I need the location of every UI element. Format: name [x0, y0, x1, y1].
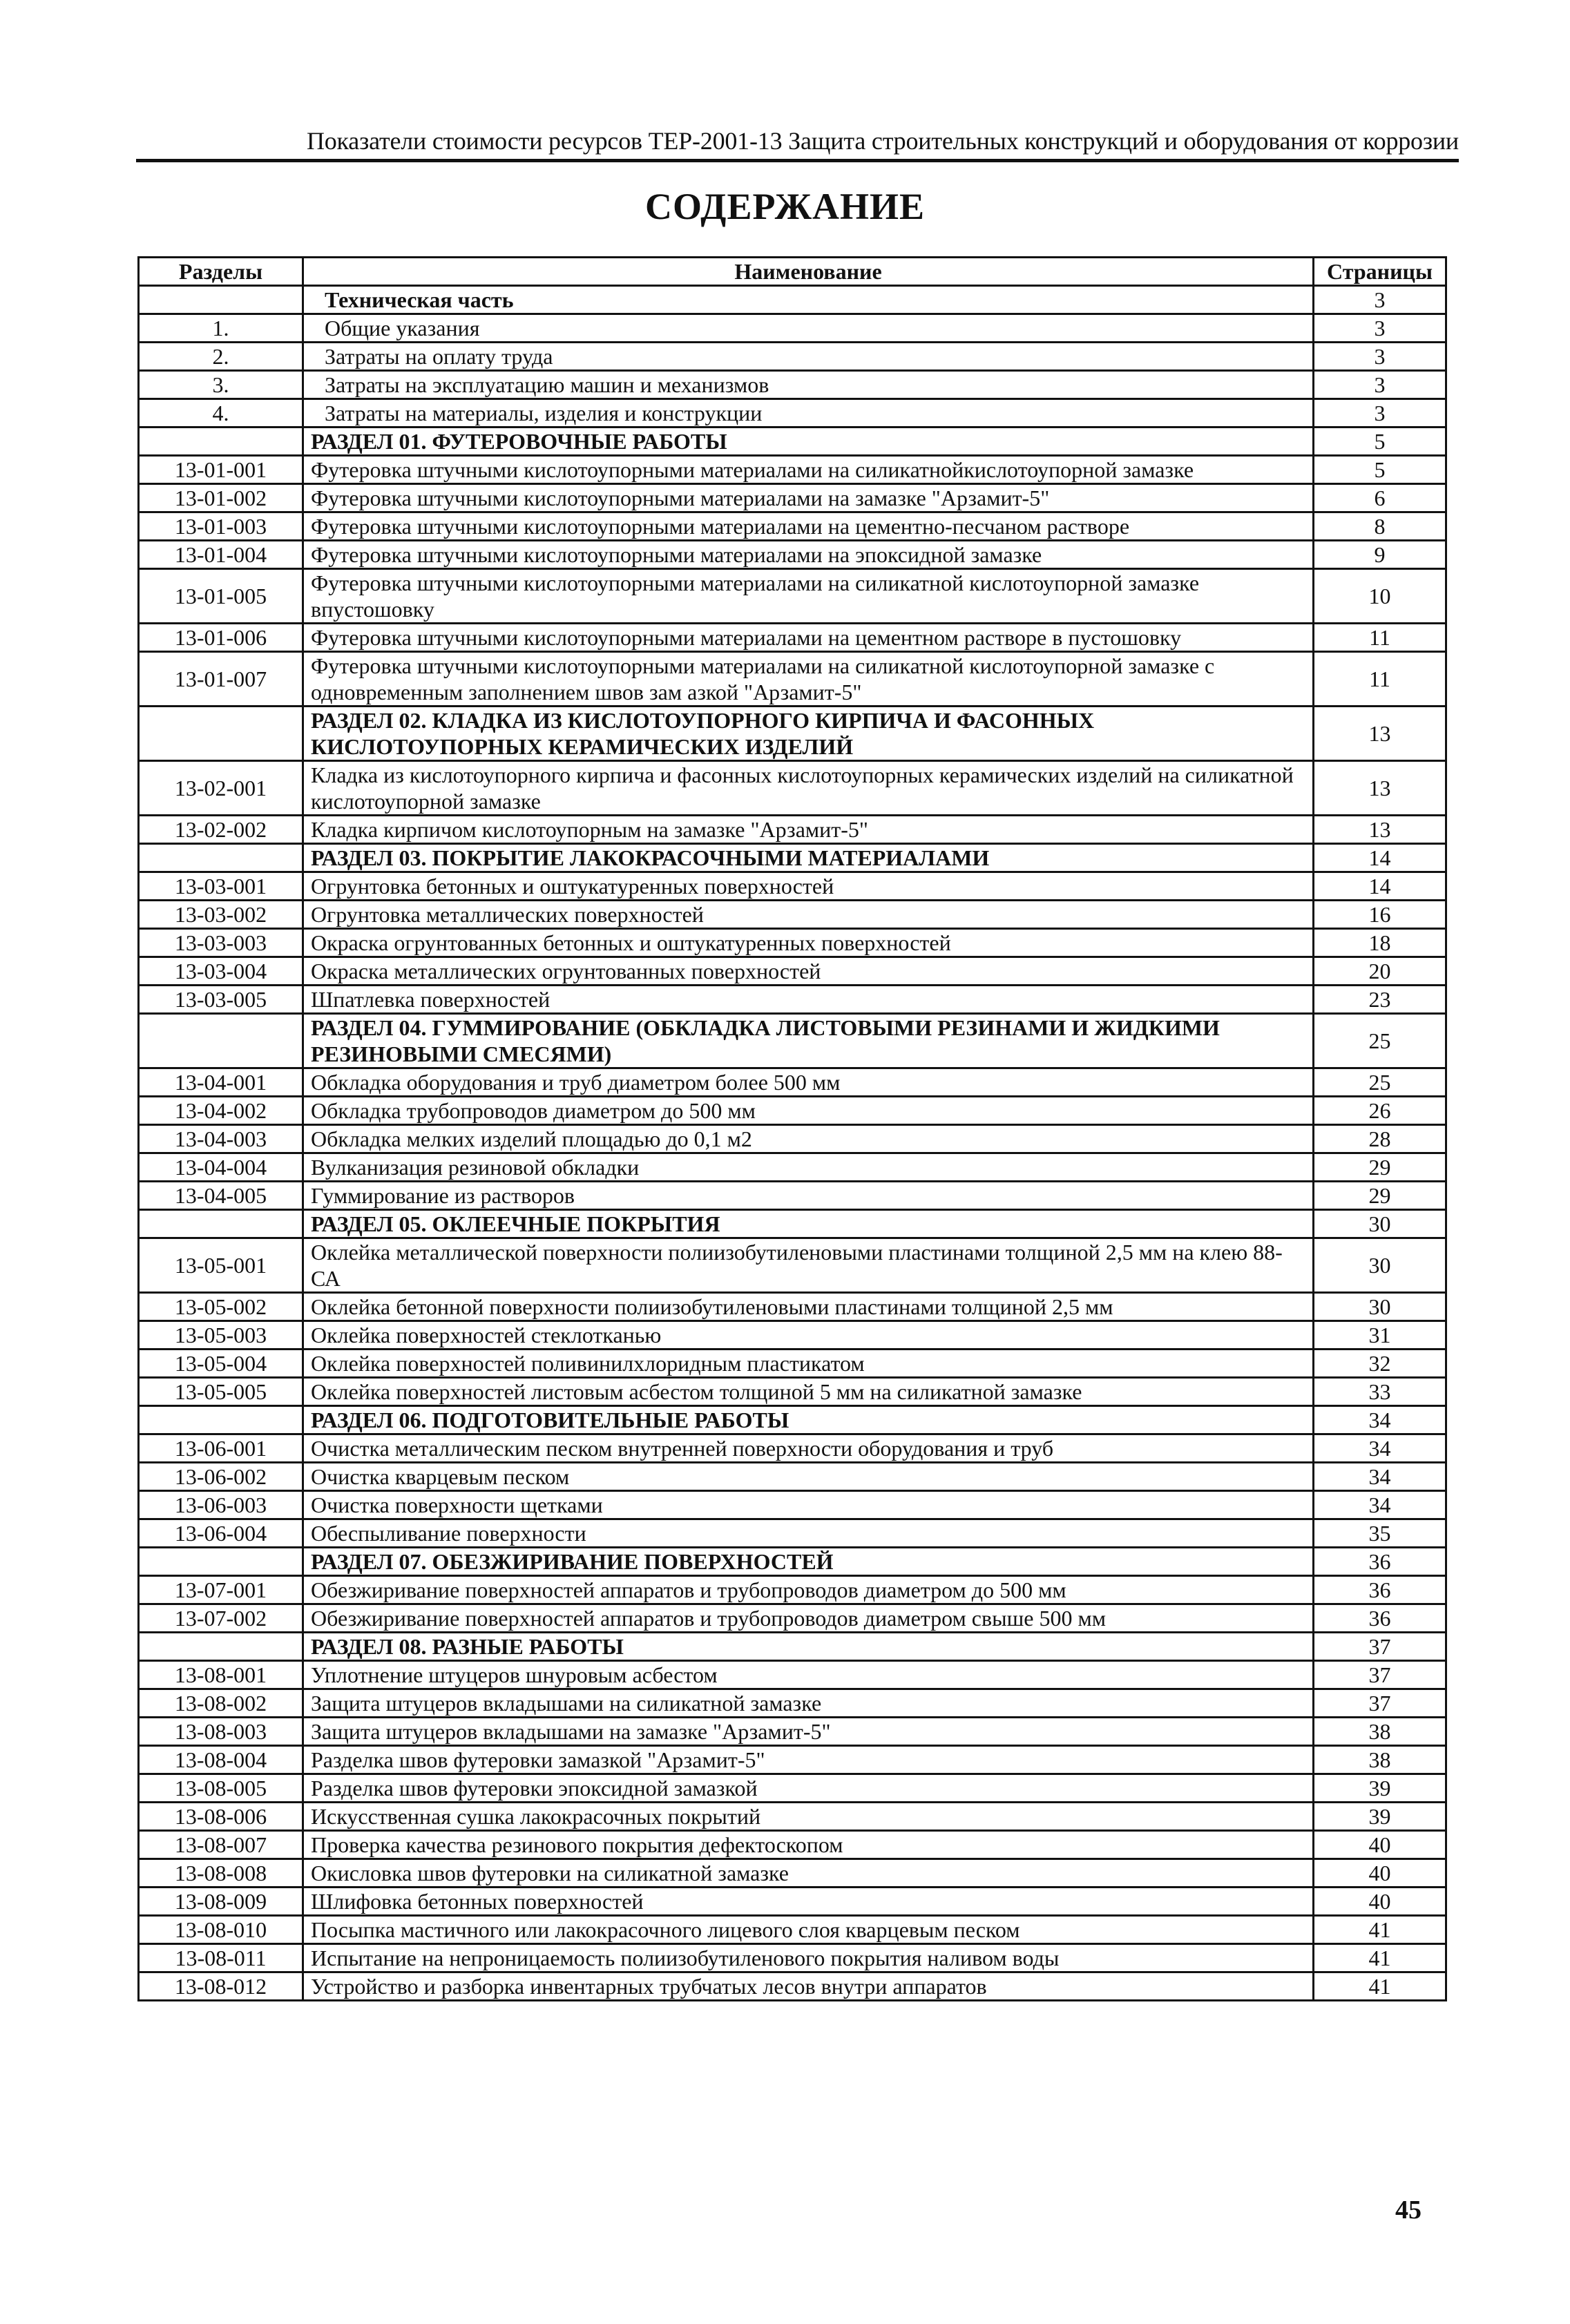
- row-page: 38: [1314, 1718, 1446, 1746]
- row-title: Шпатлевка поверхностей: [303, 986, 1314, 1014]
- row-page: 20: [1314, 957, 1446, 986]
- row-code: 13-08-005: [139, 1774, 303, 1803]
- row-title: Оклейка бетонной поверхности полиизобутиленовыми пластинами толщиной 2,5 мм: [303, 1293, 1314, 1321]
- row-title: Огрунтовка бетонных и оштукатуренных поверхностей: [303, 872, 1314, 901]
- table-row: [139, 901, 1446, 929]
- row-code: 13-07-001: [139, 1576, 303, 1604]
- row-title: Футеровка штучными кислотоупорными материалами на замазке "Арзамит-5": [303, 484, 1314, 512]
- row-title: Обеспыливание поверхности: [303, 1519, 1314, 1548]
- row-title: Шлифовка бетонных поверхностей: [303, 1888, 1314, 1916]
- table-row: [139, 1463, 1446, 1491]
- row-code: 13-04-002: [139, 1097, 303, 1125]
- table-row: [139, 957, 1446, 986]
- row-code: [139, 1406, 303, 1434]
- table-row: [139, 1125, 1446, 1153]
- contents-table-body: [139, 286, 1446, 2001]
- table-row: [139, 1519, 1446, 1548]
- row-page: 34: [1314, 1406, 1446, 1434]
- table-row: [139, 624, 1446, 652]
- row-title: Футеровка штучными кислотоупорными материалами на цементном растворе в пустошовку: [303, 624, 1314, 652]
- row-code: 13-08-008: [139, 1859, 303, 1888]
- row-page: 6: [1314, 484, 1446, 512]
- section-heading-row: [139, 428, 1446, 456]
- table-row: [139, 986, 1446, 1014]
- row-title: Общие указания: [303, 314, 1314, 343]
- row-page: 37: [1314, 1633, 1446, 1661]
- row-code: [139, 428, 303, 456]
- section-heading-row: [139, 1014, 1446, 1068]
- page-number: 45: [1395, 2196, 1421, 2225]
- row-code: 3.: [139, 371, 303, 399]
- section-heading-row: [139, 844, 1446, 872]
- row-page: 16: [1314, 901, 1446, 929]
- row-code: [139, 844, 303, 872]
- table-row: [139, 1604, 1446, 1633]
- row-code: 13-01-005: [139, 569, 303, 624]
- section-title: РАЗДЕЛ 05. ОКЛЕЕЧНЫЕ ПОКРЫТИЯ: [303, 1210, 1314, 1238]
- row-code: 13-03-003: [139, 929, 303, 957]
- section-heading-row: [139, 1210, 1446, 1238]
- table-row: [139, 1661, 1446, 1689]
- row-code: 13-05-005: [139, 1378, 303, 1406]
- table-row: [139, 1153, 1446, 1182]
- table-row: [139, 1293, 1446, 1321]
- row-title: Обкладка мелких изделий площадью до 0,1 м2: [303, 1125, 1314, 1153]
- table-row: [139, 314, 1446, 343]
- header-rule: [136, 159, 1459, 162]
- row-title: Обкладка оборудования и труб диаметром более 500 мм: [303, 1068, 1314, 1097]
- row-code: 13-01-003: [139, 512, 303, 541]
- table-row: [139, 1916, 1446, 1944]
- row-page: 39: [1314, 1774, 1446, 1803]
- row-code: [139, 1633, 303, 1661]
- row-code: 13-02-002: [139, 816, 303, 844]
- table-row: [139, 816, 1446, 844]
- row-code: 13-08-003: [139, 1718, 303, 1746]
- row-title: Футеровка штучными кислотоупорными материалами на силикатной кислотоупорной замазке с одновременным заполнением швов зам азкой "Арзамит-5": [303, 652, 1314, 707]
- row-page: 25: [1314, 1068, 1446, 1097]
- row-code: 13-03-002: [139, 901, 303, 929]
- row-code: 13-05-004: [139, 1350, 303, 1378]
- row-page: 40: [1314, 1859, 1446, 1888]
- row-title: Очистка поверхности щетками: [303, 1491, 1314, 1519]
- table-row: [139, 1831, 1446, 1859]
- row-title: Уплотнение штуцеров шнуровым асбестом: [303, 1661, 1314, 1689]
- row-page: 13: [1314, 761, 1446, 816]
- row-title: Посыпка мастичного или лакокрасочного лицевого слоя кварцевым песком: [303, 1916, 1314, 1944]
- row-title: Проверка качества резинового покрытия дефектоскопом: [303, 1831, 1314, 1859]
- table-row: [139, 652, 1446, 707]
- row-page: 26: [1314, 1097, 1446, 1125]
- row-code: 1.: [139, 314, 303, 343]
- section-title: РАЗДЕЛ 07. ОБЕЗЖИРИВАНИЕ ПОВЕРХНОСТЕЙ: [303, 1548, 1314, 1576]
- row-page: 5: [1314, 456, 1446, 484]
- row-title: Техническая часть: [303, 286, 1314, 314]
- table-row: [139, 1689, 1446, 1718]
- row-page: 14: [1314, 872, 1446, 901]
- row-code: [139, 1210, 303, 1238]
- row-code: 13-05-002: [139, 1293, 303, 1321]
- row-title: Обкладка трубопроводов диаметром до 500 мм: [303, 1097, 1314, 1125]
- row-code: 13-03-004: [139, 957, 303, 986]
- row-page: 8: [1314, 512, 1446, 541]
- row-page: 29: [1314, 1182, 1446, 1210]
- table-row: [139, 1068, 1446, 1097]
- table-row: [139, 1182, 1446, 1210]
- table-row: [139, 761, 1446, 816]
- row-page: 31: [1314, 1321, 1446, 1350]
- table-row: [139, 1774, 1446, 1803]
- row-title: Окраска металлических огрунтованных поверхностей: [303, 957, 1314, 986]
- row-page: 30: [1314, 1210, 1446, 1238]
- row-page: 18: [1314, 929, 1446, 957]
- row-code: 13-05-001: [139, 1238, 303, 1293]
- row-code: 13-01-004: [139, 541, 303, 569]
- row-code: 13-01-007: [139, 652, 303, 707]
- row-title: Кладка из кислотоупорного кирпича и фасонных кислотоупорных керамических изделий на силикатной кислотоупорной замазке: [303, 761, 1314, 816]
- row-title: Оклейка поверхностей стеклотканью: [303, 1321, 1314, 1350]
- row-code: 13-08-001: [139, 1661, 303, 1689]
- table-row: [139, 1803, 1446, 1831]
- section-title: РАЗДЕЛ 06. ПОДГОТОВИТЕЛЬНЫЕ РАБОТЫ: [303, 1406, 1314, 1434]
- row-page: 28: [1314, 1125, 1446, 1153]
- row-code: 13-08-012: [139, 1972, 303, 2001]
- table-row: [139, 1746, 1446, 1774]
- table-row: [139, 1491, 1446, 1519]
- row-page: 35: [1314, 1519, 1446, 1548]
- row-title: Огрунтовка металлических поверхностей: [303, 901, 1314, 929]
- row-code: 13-04-005: [139, 1182, 303, 1210]
- row-code: 4.: [139, 399, 303, 428]
- table-row: [139, 929, 1446, 957]
- row-page: 9: [1314, 541, 1446, 569]
- row-code: 13-03-005: [139, 986, 303, 1014]
- row-page: 41: [1314, 1944, 1446, 1972]
- table-row: [139, 456, 1446, 484]
- row-title: Гуммирование из растворов: [303, 1182, 1314, 1210]
- row-title: Защита штуцеров вкладышами на замазке "Арзамит-5": [303, 1718, 1314, 1746]
- row-title: Разделка швов футеровки эпоксидной замазкой: [303, 1774, 1314, 1803]
- section-heading-row: [139, 1406, 1446, 1434]
- row-code: [139, 1014, 303, 1068]
- row-page: 36: [1314, 1548, 1446, 1576]
- row-code: 13-04-001: [139, 1068, 303, 1097]
- row-code: 13-04-003: [139, 1125, 303, 1153]
- table-row: [139, 1238, 1446, 1293]
- row-page: 13: [1314, 707, 1446, 761]
- table-row: [139, 1321, 1446, 1350]
- section-title: РАЗДЕЛ 04. ГУММИРОВАНИЕ (ОБКЛАДКА ЛИСТОВЫМИ РЕЗИНАМИ И ЖИДКИМИ РЕЗИНОВЫМИ СМЕСЯМИ): [303, 1014, 1314, 1068]
- table-row: [139, 1944, 1446, 1972]
- row-page: 41: [1314, 1972, 1446, 2001]
- row-page: 3: [1314, 343, 1446, 371]
- row-code: 13-01-002: [139, 484, 303, 512]
- row-code: [139, 286, 303, 314]
- row-page: 5: [1314, 428, 1446, 456]
- row-title: Очистка кварцевым песком: [303, 1463, 1314, 1491]
- row-code: 13-04-004: [139, 1153, 303, 1182]
- table-row: [139, 399, 1446, 428]
- row-code: 13-01-006: [139, 624, 303, 652]
- table-row: [139, 1888, 1446, 1916]
- table-row: [139, 1434, 1446, 1463]
- row-page: 29: [1314, 1153, 1446, 1182]
- row-title: Обезжиривание поверхностей аппаратов и трубопроводов диаметром до 500 мм: [303, 1576, 1314, 1604]
- row-page: 30: [1314, 1293, 1446, 1321]
- row-page: 37: [1314, 1661, 1446, 1689]
- contents-table: [137, 256, 1447, 2001]
- row-page: 3: [1314, 314, 1446, 343]
- row-title: Вулканизация резиновой обкладки: [303, 1153, 1314, 1182]
- row-title: Защита штуцеров вкладышами на силикатной замазке: [303, 1689, 1314, 1718]
- table-row: [139, 1859, 1446, 1888]
- table-row: [139, 512, 1446, 541]
- row-code: 13-08-009: [139, 1888, 303, 1916]
- section-heading-row: [139, 1633, 1446, 1661]
- row-page: 39: [1314, 1803, 1446, 1831]
- row-page: 14: [1314, 844, 1446, 872]
- row-title: Оклейка поверхностей листовым асбестом толщиной 5 мм на силикатной замазке: [303, 1378, 1314, 1406]
- row-page: 33: [1314, 1378, 1446, 1406]
- row-title: Футеровка штучными кислотоупорными материалами на силикатнойкислотоупорной замазке: [303, 456, 1314, 484]
- row-title: Футеровка штучными кислотоупорными материалами на эпоксидной замазке: [303, 541, 1314, 569]
- row-page: 11: [1314, 652, 1446, 707]
- row-page: 30: [1314, 1238, 1446, 1293]
- row-code: [139, 707, 303, 761]
- row-code: 13-06-001: [139, 1434, 303, 1463]
- table-row: [139, 1576, 1446, 1604]
- section-heading-row: [139, 707, 1446, 761]
- row-page: 3: [1314, 286, 1446, 314]
- row-title: Затраты на эксплуатацию машин и механизмов: [303, 371, 1314, 399]
- row-code: 2.: [139, 343, 303, 371]
- row-code: 13-03-001: [139, 872, 303, 901]
- row-code: [139, 1548, 303, 1576]
- row-title: Оклейка металлической поверхности полиизобутиленовыми пластинами толщиной 2,5 мм на клею 88-СА: [303, 1238, 1314, 1293]
- section-title: РАЗДЕЛ 02. КЛАДКА ИЗ КИСЛОТОУПОРНОГО КИРПИЧА И ФАСОННЫХ КИСЛОТОУПОРНЫХ КЕРАМИЧЕСКИХ ИЗДЕЛИЙ: [303, 707, 1314, 761]
- table-row: [139, 1097, 1446, 1125]
- column-header-sections: Разделы: [139, 258, 303, 286]
- row-code: 13-07-002: [139, 1604, 303, 1633]
- row-code: 13-08-004: [139, 1746, 303, 1774]
- row-title: Затраты на материалы, изделия и конструкции: [303, 399, 1314, 428]
- row-page: 41: [1314, 1916, 1446, 1944]
- table-row: [139, 484, 1446, 512]
- table-row: [139, 286, 1446, 314]
- row-code: 13-05-003: [139, 1321, 303, 1350]
- table-header-row: [139, 258, 1446, 286]
- row-code: 13-08-010: [139, 1916, 303, 1944]
- row-title: Разделка швов футеровки замазкой "Арзамит-5": [303, 1746, 1314, 1774]
- row-title: Окисловка швов футеровки на силикатной замазке: [303, 1859, 1314, 1888]
- section-title: РАЗДЕЛ 01. ФУТЕРОВОЧНЫЕ РАБОТЫ: [303, 428, 1314, 456]
- section-heading-row: [139, 1548, 1446, 1576]
- row-code: 13-08-002: [139, 1689, 303, 1718]
- row-code: 13-01-001: [139, 456, 303, 484]
- table-row: [139, 872, 1446, 901]
- row-title: Оклейка поверхностей поливинилхлоридным пластикатом: [303, 1350, 1314, 1378]
- row-page: 34: [1314, 1491, 1446, 1519]
- row-page: 40: [1314, 1831, 1446, 1859]
- document-title: СОДЕРЖАНИЕ: [645, 186, 925, 227]
- section-title: РАЗДЕЛ 08. РАЗНЫЕ РАБОТЫ: [303, 1633, 1314, 1661]
- column-header-name: Наименование: [303, 258, 1314, 286]
- row-title: Устройство и разборка инвентарных трубчатых лесов внутри аппаратов: [303, 1972, 1314, 2001]
- row-page: 38: [1314, 1746, 1446, 1774]
- table-row: [139, 343, 1446, 371]
- row-code: 13-08-007: [139, 1831, 303, 1859]
- row-code: 13-08-011: [139, 1944, 303, 1972]
- row-page: 10: [1314, 569, 1446, 624]
- table-row: [139, 1350, 1446, 1378]
- row-code: 13-06-004: [139, 1519, 303, 1548]
- row-code: 13-02-001: [139, 761, 303, 816]
- row-title: Очистка металлическим песком внутренней поверхности оборудования и труб: [303, 1434, 1314, 1463]
- row-page: 32: [1314, 1350, 1446, 1378]
- table-row: [139, 569, 1446, 624]
- row-page: 25: [1314, 1014, 1446, 1068]
- row-code: 13-06-003: [139, 1491, 303, 1519]
- table-row: [139, 1378, 1446, 1406]
- row-page: 34: [1314, 1434, 1446, 1463]
- table-row: [139, 371, 1446, 399]
- row-title: Футеровка штучными кислотоупорными материалами на цементно-песчаном растворе: [303, 512, 1314, 541]
- row-title: Искусственная сушка лакокрасочных покрытий: [303, 1803, 1314, 1831]
- row-code: 13-06-002: [139, 1463, 303, 1491]
- section-title: РАЗДЕЛ 03. ПОКРЫТИЕ ЛАКОКРАСОЧНЫМИ МАТЕРИАЛАМИ: [303, 844, 1314, 872]
- row-page: 40: [1314, 1888, 1446, 1916]
- row-title: Футеровка штучными кислотоупорными материалами на силикатной кислотоупорной замазке впустошовку: [303, 569, 1314, 624]
- row-title: Кладка кирпичом кислотоупорным на замазке "Арзамит-5": [303, 816, 1314, 844]
- row-page: 37: [1314, 1689, 1446, 1718]
- row-title: Затраты на оплату труда: [303, 343, 1314, 371]
- table-row: [139, 1718, 1446, 1746]
- row-code: 13-08-006: [139, 1803, 303, 1831]
- row-title: Испытание на непроницаемость полиизобутиленового покрытия наливом воды: [303, 1944, 1314, 1972]
- table-row: [139, 541, 1446, 569]
- row-page: 11: [1314, 624, 1446, 652]
- table-row: [139, 1972, 1446, 2001]
- row-page: 13: [1314, 816, 1446, 844]
- row-page: 3: [1314, 399, 1446, 428]
- row-title: Окраска огрунтованных бетонных и оштукатуренных поверхностей: [303, 929, 1314, 957]
- row-page: 36: [1314, 1604, 1446, 1633]
- column-header-pages: Страницы: [1314, 258, 1446, 286]
- row-title: Обезжиривание поверхностей аппаратов и трубопроводов диаметром свыше 500 мм: [303, 1604, 1314, 1633]
- running-header: Показатели стоимости ресурсов ТЕР-2001-13 Защита строительных конструкций и оборудования от коррозии: [306, 127, 1459, 155]
- row-page: 34: [1314, 1463, 1446, 1491]
- row-page: 36: [1314, 1576, 1446, 1604]
- row-page: 3: [1314, 371, 1446, 399]
- row-page: 23: [1314, 986, 1446, 1014]
